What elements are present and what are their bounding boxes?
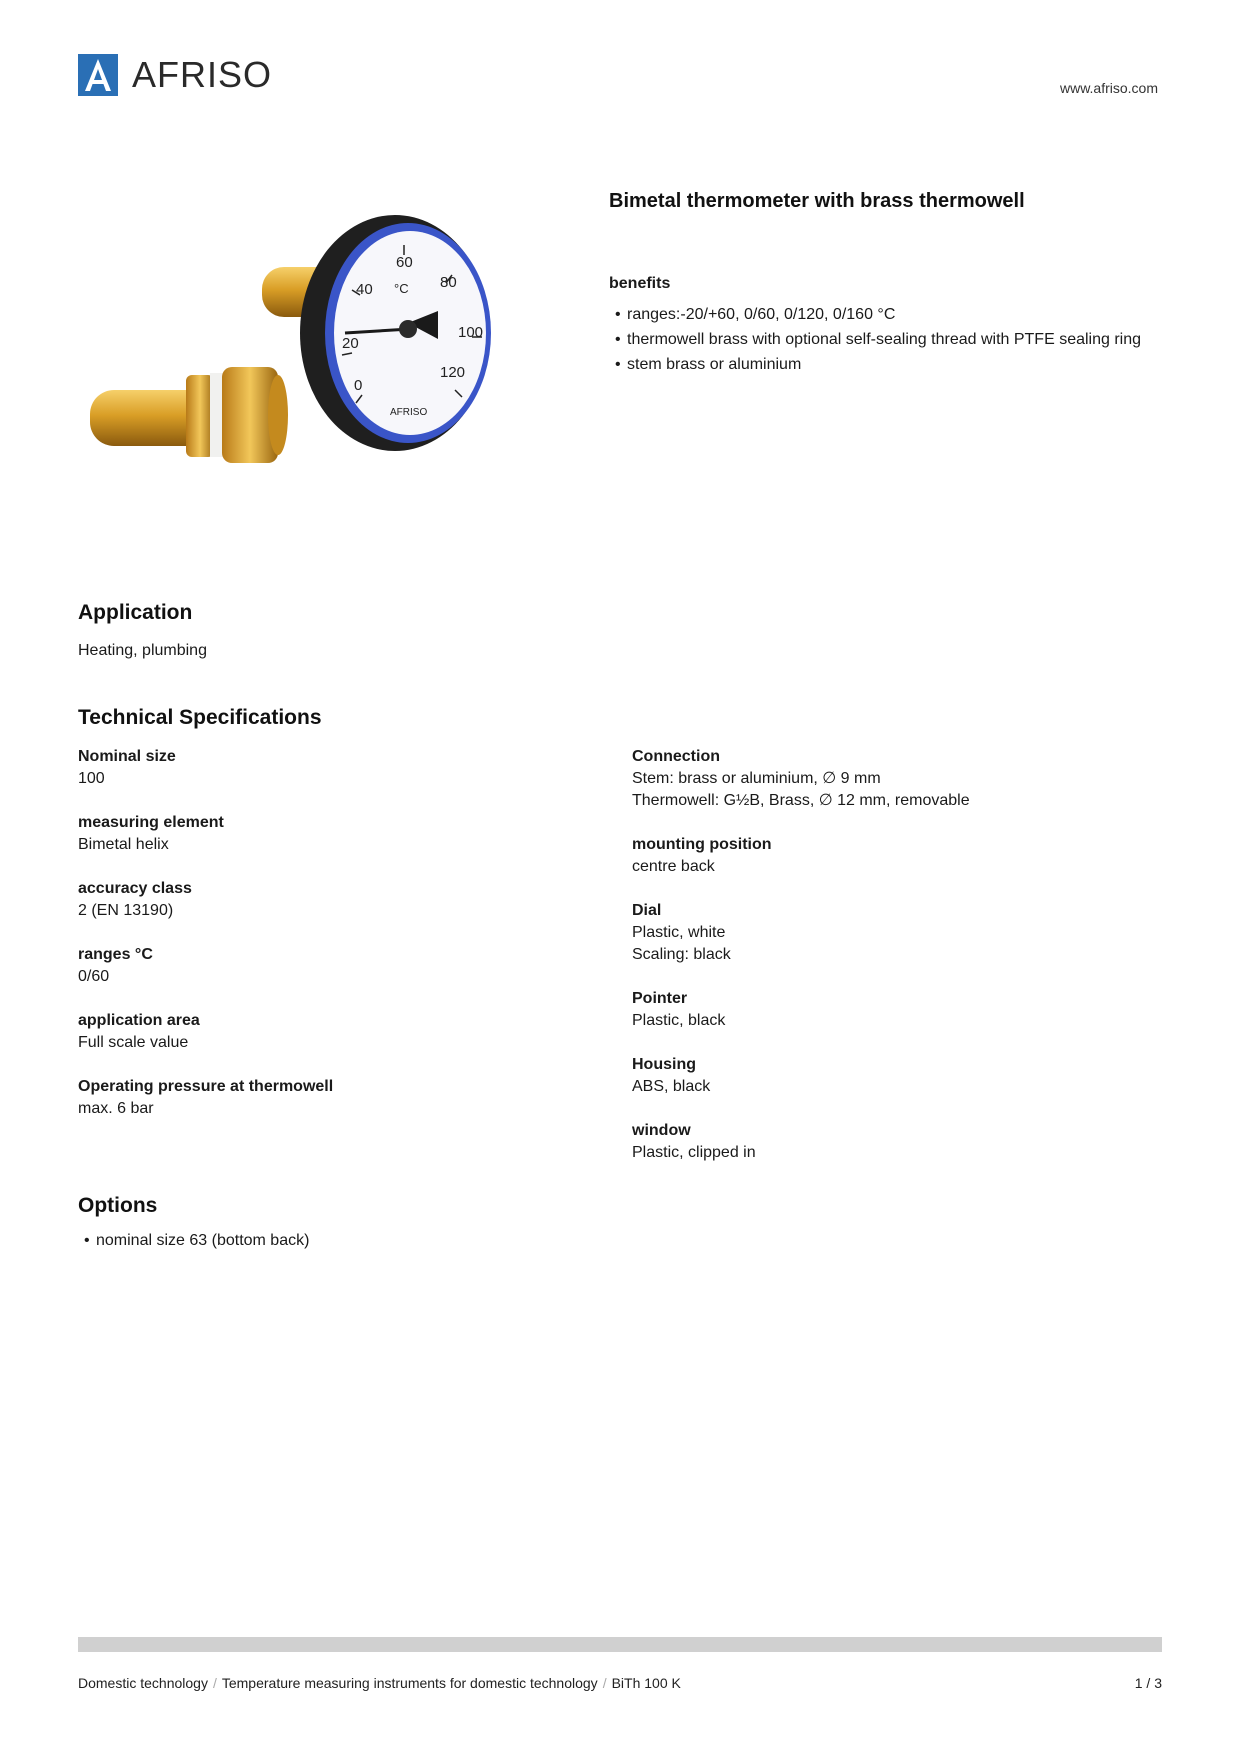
afriso-logo-wordmark: AFRISO	[132, 54, 273, 95]
tech-specs-left-column	[78, 746, 618, 1142]
breadcrumb-separator: /	[212, 1675, 217, 1691]
spec-value: ABS, black	[632, 1078, 711, 1095]
spec-value: 2 (EN 13190)	[78, 902, 174, 919]
spec-label: Housing	[632, 1056, 696, 1073]
list-item: • ranges:-20/+60, 0/60, 0/120, 0/160 °C	[609, 305, 1169, 325]
product-title: Bimetal thermometer with brass thermowell	[609, 190, 1025, 212]
spec-value: Plastic, clipped in	[632, 1144, 756, 1161]
spec-label: Dial	[632, 902, 662, 919]
spec-value: Plastic, black	[632, 1012, 726, 1029]
breadcrumb-separator: /	[602, 1675, 607, 1691]
breadcrumb-item: BiTh 100 K	[611, 1675, 681, 1691]
spec-item	[78, 1076, 618, 1120]
spec-value: Thermowell: G½B, Brass, ∅ 12 mm, removable	[632, 792, 970, 809]
spec-label: Nominal size	[78, 748, 176, 765]
spec-value: 0/60	[78, 968, 110, 985]
footer-divider	[78, 1637, 1162, 1652]
spec-item	[78, 944, 618, 988]
spec-item	[78, 746, 618, 790]
dial-label-100: 100	[458, 324, 484, 341]
spec-item	[78, 878, 618, 922]
spec-value: 100	[78, 770, 105, 787]
list-item: • thermowell brass with optional self-sealing thread with PTFE sealing ring	[609, 330, 1169, 350]
afriso-logo-mark-icon	[78, 54, 118, 96]
list-item: • stem brass or aluminium	[609, 355, 1169, 375]
spec-label: application area	[78, 1012, 200, 1029]
spec-item	[78, 812, 618, 856]
dial-label-120: 120	[440, 364, 466, 381]
spec-label: Operating pressure at thermowell	[78, 1078, 334, 1095]
breadcrumb-item[interactable]: Domestic technology	[78, 1675, 208, 1691]
spec-item	[632, 1120, 1172, 1164]
product-image	[90, 215, 560, 525]
dial-label-40: 40	[356, 281, 373, 298]
spec-item	[632, 900, 1172, 966]
options-heading: Options	[78, 1194, 158, 1217]
spec-label: accuracy class	[78, 880, 192, 897]
spec-label: Connection	[632, 748, 720, 765]
spec-item	[78, 1010, 618, 1054]
spec-label: mounting position	[632, 836, 772, 853]
benefits-heading: benefits	[609, 275, 671, 292]
spec-label: Pointer	[632, 990, 688, 1007]
spec-label: window	[632, 1122, 691, 1139]
dial-label-80: 80	[440, 274, 457, 291]
spec-value: Bimetal helix	[78, 836, 169, 853]
spec-value: max. 6 bar	[78, 1100, 154, 1117]
application-heading: Application	[78, 601, 193, 624]
application-text: Heating, plumbing	[78, 642, 207, 659]
dial-unit: °C	[394, 281, 409, 296]
options-list	[78, 1232, 309, 1250]
tech-specs-heading: Technical Specifications	[78, 706, 322, 729]
dial-brand: AFRISO	[390, 407, 428, 418]
spec-value: Full scale value	[78, 1034, 189, 1051]
afriso-logo	[78, 54, 272, 96]
dial-label-0: 0	[354, 377, 363, 394]
spec-item	[632, 746, 1172, 812]
spec-value: centre back	[632, 858, 715, 875]
spec-value: Plastic, white	[632, 924, 726, 941]
spec-value: Stem: brass or aluminium, ∅ 9 mm	[632, 770, 881, 787]
spec-value: Scaling: black	[632, 946, 731, 963]
spec-label: measuring element	[78, 814, 224, 831]
list-item: • nominal size 63 (bottom back)	[78, 1232, 309, 1250]
page-number: 1 / 3	[1134, 1675, 1162, 1691]
tech-specs-right-column	[632, 746, 1172, 1186]
spec-item	[632, 834, 1172, 878]
website-url[interactable]: www.afriso.com	[1059, 80, 1158, 96]
spec-item	[632, 1054, 1172, 1098]
dial-label-20: 20	[342, 335, 359, 352]
thermowell	[90, 367, 288, 463]
spec-label: ranges °C	[78, 946, 153, 963]
dial-label-60: 60	[396, 254, 413, 271]
spec-item	[632, 988, 1172, 1032]
benefits-list	[609, 305, 1169, 380]
breadcrumb-item[interactable]: Temperature measuring instruments for domestic technology	[221, 1675, 598, 1691]
breadcrumb	[78, 1675, 681, 1691]
